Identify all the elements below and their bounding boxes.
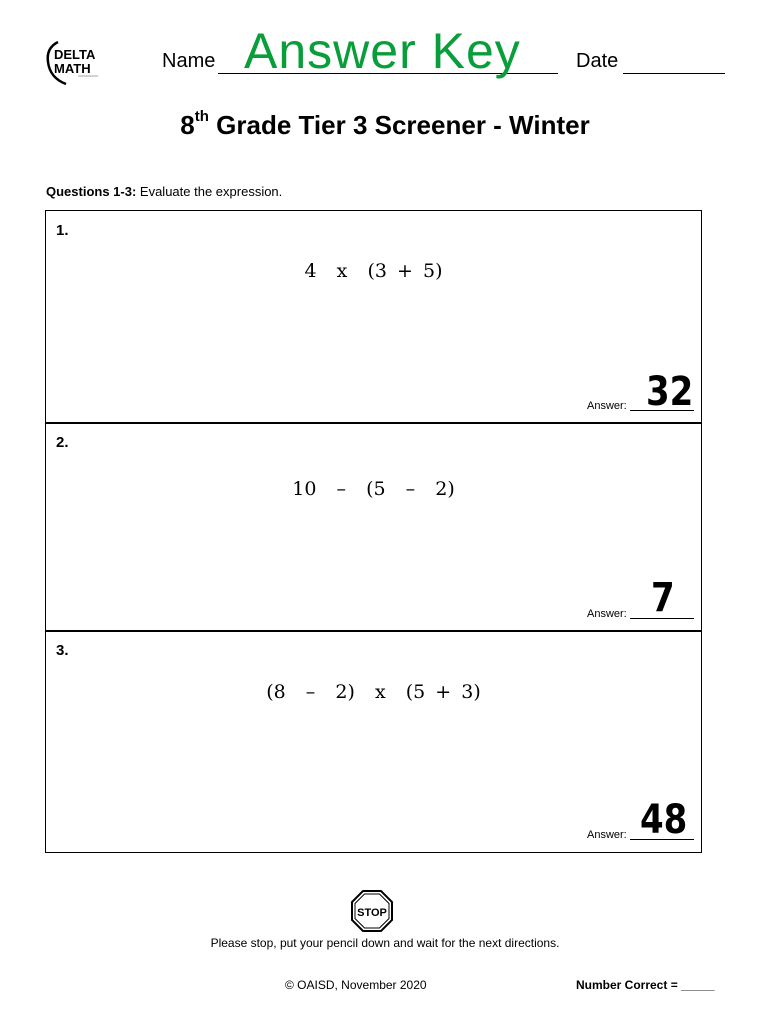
stop-message: Please stop, put your pencil down and wait for the next directions. [210,936,560,950]
logo-line1: DELTA [54,47,96,62]
delta-math-logo [44,38,102,88]
answer-value: 32 [646,369,694,415]
logo-line2: MATH [54,61,91,76]
question-number: 2. [56,434,69,451]
date-field-line [623,73,725,74]
question-box-2 [45,422,702,632]
question-box-3 [45,630,702,853]
date-label: Date [576,50,619,72]
answer-value: 48 [640,797,688,843]
name-label: Name [162,50,216,72]
page-title: 8th Grade Tier 3 Screener - Winter [180,108,590,140]
stop-sign-icon [350,889,394,933]
copyright: © OAISD, November 2020 [285,978,427,992]
answer-label: Answer: [587,829,627,841]
question-box-1 [45,210,702,424]
stop-sign-text: STOP [357,907,387,919]
answer-key-handwriting: Answer Key [244,23,521,79]
instructions-label: Questions 1-3: [46,184,137,199]
answer-label: Answer: [587,608,627,620]
question-number: 3. [56,642,69,659]
expression: 10 – (5 – 2) [292,478,455,500]
answer-label: Answer: [587,400,627,412]
score-label: Number Correct = _____ [576,978,715,992]
instructions-text: Evaluate the expression. [136,184,283,199]
instructions [46,184,282,199]
answer-value: 7 [651,575,675,621]
expression: 4 x (3 + 5) [304,260,443,282]
question-number: 1. [56,222,69,239]
expression: (8 – 2) x (5 + 3) [266,681,481,703]
